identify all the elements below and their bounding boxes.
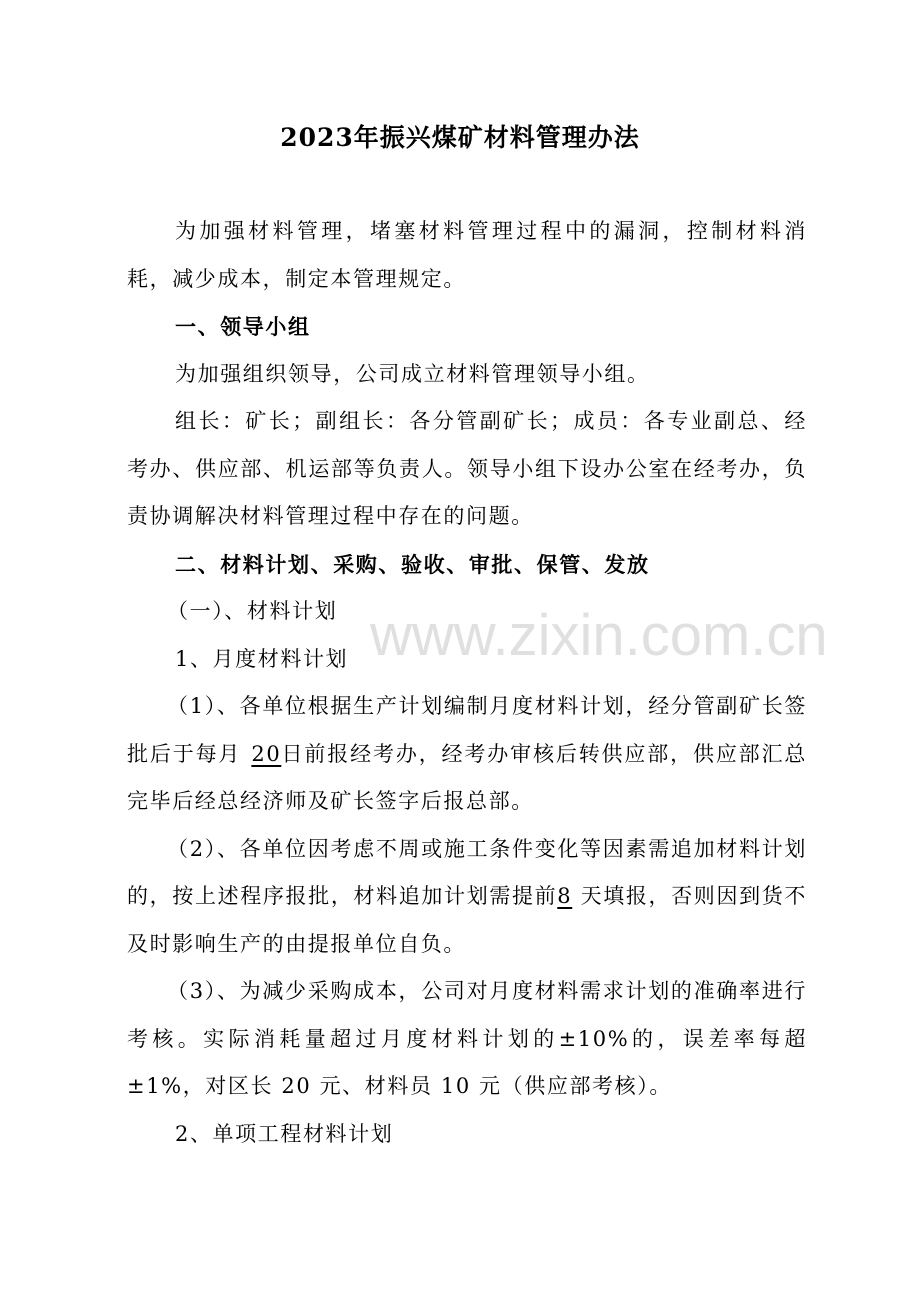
intro-paragraph: 为加强材料管理，堵塞材料管理过程中的漏洞，控制材料消耗，减少成本，制定本管理规定。 <box>127 219 807 291</box>
item-1-3-paragraph: （3）、为减少采购成本，公司对月度材料需求计划的准确率进行考核。实际消耗量超过月度材料计划的±10%的，误差率每超±1%，对区长 20 元、材料员 10 元（供应部考核）。 <box>127 979 807 1098</box>
advance-days-blank: 8 <box>557 884 573 908</box>
monthly-deadline-blank: 20 <box>251 741 282 766</box>
item-1-2-paragraph <box>127 826 807 969</box>
item-1-1-text-before: （1）、各单位根据生产计划编制月度材料计划，经分管副矿长签批后于每月 <box>127 694 807 766</box>
item-1-1-text-after: 日前报经考办，经考办审核后转供应部，供应部汇总完毕后经总经济师及矿长签字后报总部。 <box>127 741 807 813</box>
item-1-2-text-after: 天填报，否则因到货不及时影响生产的由提报单位自负。 <box>127 884 807 956</box>
document-body <box>127 208 807 1158</box>
section-1-paragraph-2: 组长：矿长；副组长：各分管副矿长；成员：各专业副总、经考办、供应部、机运部等负责人。领导小组下设办公室在经考办，负责协调解决材料管理过程中存在的问题。 <box>127 409 807 528</box>
document-title: 2023年振兴煤矿材料管理办法 <box>280 123 640 152</box>
section-1-paragraph-1: 为加强组织领导，公司成立材料管理领导小组。 <box>175 361 650 386</box>
subsection-1-heading: （一）、材料计划 <box>167 599 338 623</box>
watermark-text: www.zixin.com.cn <box>370 603 828 668</box>
item-1-1-paragraph <box>127 683 807 826</box>
item-1-2-text-before: （2）、各单位因考虑不周或施工条件变化等因素需追加材料计划的，按上述程序报批，材料追加计划需提前 <box>127 836 807 908</box>
section-2-heading: 二、材料计划、采购、验收、审批、保管、发放 <box>175 551 650 577</box>
item-2-heading: 2、单项工程材料计划 <box>175 1121 394 1146</box>
section-1-heading: 一、领导小组 <box>175 314 311 339</box>
item-1-heading: 1、月度材料计划 <box>175 646 349 671</box>
